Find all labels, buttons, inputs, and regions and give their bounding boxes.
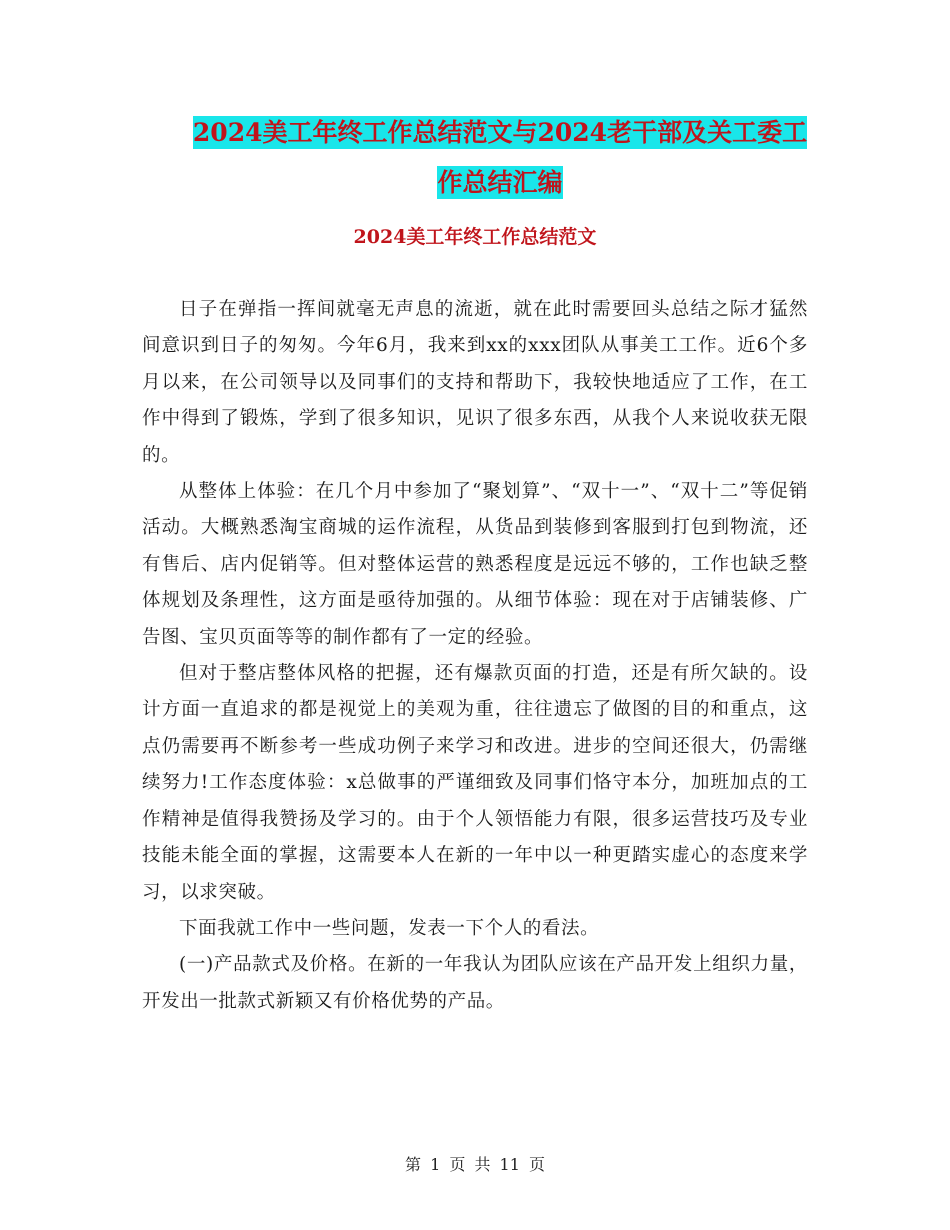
document-title-line-2: 作总结汇编 bbox=[437, 168, 563, 197]
page-footer: 第 1 页 共 11 页 bbox=[405, 1155, 545, 1174]
paragraph-4: 下面我就工作中一些问题，发表一下个人的看法。 bbox=[179, 917, 600, 939]
paragraph-2: 从整体上体验：在几个月中参加了“聚划算”、“双十一”、“双十二”等促销活动。大概熟悉淘宝商城的运作流程，从货品到装修到客服到打包到物流，还有售后、店内促销等。但对整体运营的熟悉程度是远远不够的，工作也缺乏整体规划及条理性，这方面是亟待加强的。从细节体验：现在对于店铺装修、广告图、宝贝页面等等的制作都有了一定的经验。 bbox=[142, 481, 808, 648]
document-body bbox=[142, 292, 808, 1020]
paragraph-5: (一)产品款式及价格。在新的一年我认为团队应该在产品开发上组织力量，开发出一批款式新颖又有价格优势的产品。 bbox=[142, 954, 808, 1012]
document-title-line-1: 2024美工年终工作总结范文与2024老干部及关工委工 bbox=[192, 118, 808, 147]
paragraph-1: 日子在弹指一挥间就毫无声息的流逝，就在此时需要回头总结之际才猛然间意识到日子的匆匆。今年6月，我来到xx的xxx团队从事美工工作。近6个多月以来，在公司领导以及同事们的支持和帮助下，我较快地适应了工作，在工作中得到了锻炼，学到了很多知识，见识了很多东西，从我个人来说收获无限的。 bbox=[142, 299, 808, 466]
paragraph-3: 但对于整店整体风格的把握，还有爆款页面的打造，还是有所欠缺的。设计方面一直追求的都是视觉上的美观为重，往往遗忘了做图的目的和重点，这点仍需要再不断参考一些成功例子来学习和改进。进步的空间还很大，仍需继续努力!工作态度体验：x总做事的严谨细致及同事们恪守本分，加班加点的工作精神是值得我赞扬及学习的。由于个人领悟能力有限，很多运营技巧及专业技能未能全面的掌握，这需要本人在新的一年中以一种更踏实虚心的态度来学习，以求突破。 bbox=[142, 663, 808, 903]
document-title bbox=[140, 108, 860, 208]
section-heading: 2024美工年终工作总结范文 bbox=[353, 226, 597, 248]
